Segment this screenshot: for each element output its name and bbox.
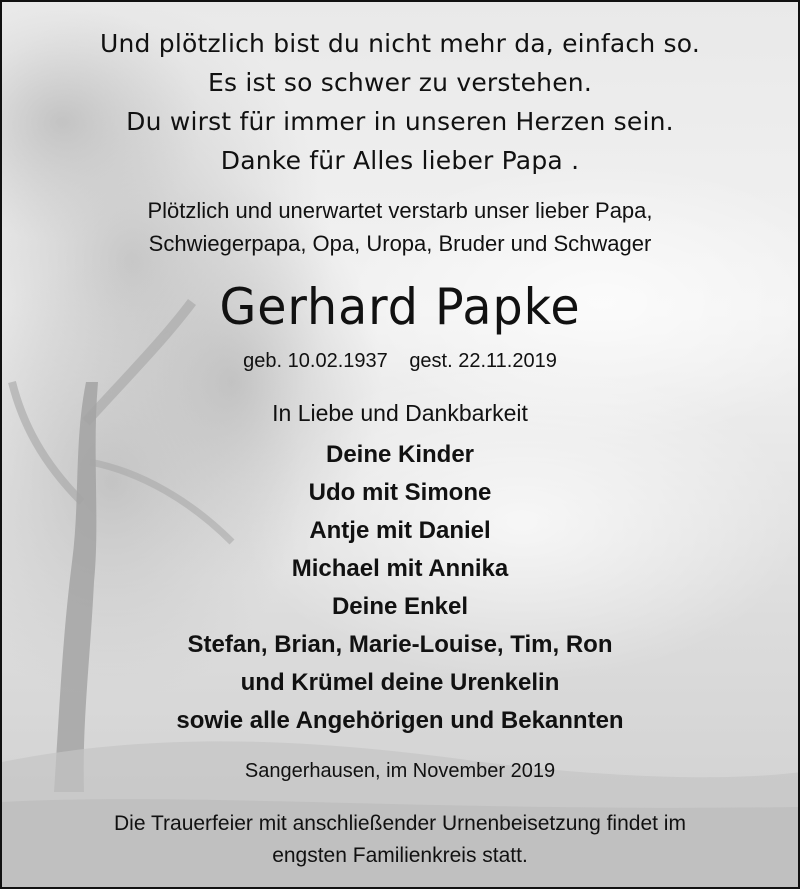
poem-line: Und plötzlich bist du nicht mehr da, einfach so. [100, 29, 700, 58]
deceased-name: Gerhard Papke [219, 278, 581, 336]
funeral-note-line: Die Trauerfeier mit anschließender Urnenbeisetzung findet im [114, 812, 686, 835]
mourners-line: sowie alle Angehörigen und Bekannten [176, 707, 624, 734]
poem-line: Es ist so schwer zu verstehen. [207, 68, 592, 97]
mourners-list [2, 436, 798, 740]
thanks-line: In Liebe und Dankbarkeit [272, 400, 528, 426]
intro-text [2, 194, 798, 260]
poem [2, 24, 798, 180]
intro-line: Schwiegerpapa, Opa, Uropa, Bruder und Schwager [148, 231, 652, 256]
poem-line: Danke für Alles lieber Papa . [220, 146, 580, 175]
mourners-line: Udo mit Simone [308, 479, 492, 506]
funeral-note-line: engsten Familienkreis statt. [272, 844, 528, 867]
mourners-line: Deine Enkel [331, 593, 469, 620]
funeral-note [2, 808, 798, 872]
place-and-date: Sangerhausen, im November 2019 [244, 760, 556, 782]
mourners-line: Antje mit Daniel [309, 517, 491, 544]
poem-line: Du wirst für immer in unseren Herzen sein. [126, 107, 674, 136]
mourners-line: und Krümel deine Urenkelin [240, 669, 560, 696]
death-date: gest. 22.11.2019 [409, 350, 557, 372]
mourners-line: Deine Kinder [325, 441, 475, 468]
intro-line: Plötzlich und unerwartet verstarb unser lieber Papa, [147, 198, 653, 223]
life-dates [2, 350, 798, 373]
mourners-line: Stefan, Brian, Marie-Louise, Tim, Ron [187, 631, 613, 658]
birth-date: geb. 10.02.1937 [243, 350, 388, 372]
mourners-line: Michael mit Annika [291, 555, 509, 582]
